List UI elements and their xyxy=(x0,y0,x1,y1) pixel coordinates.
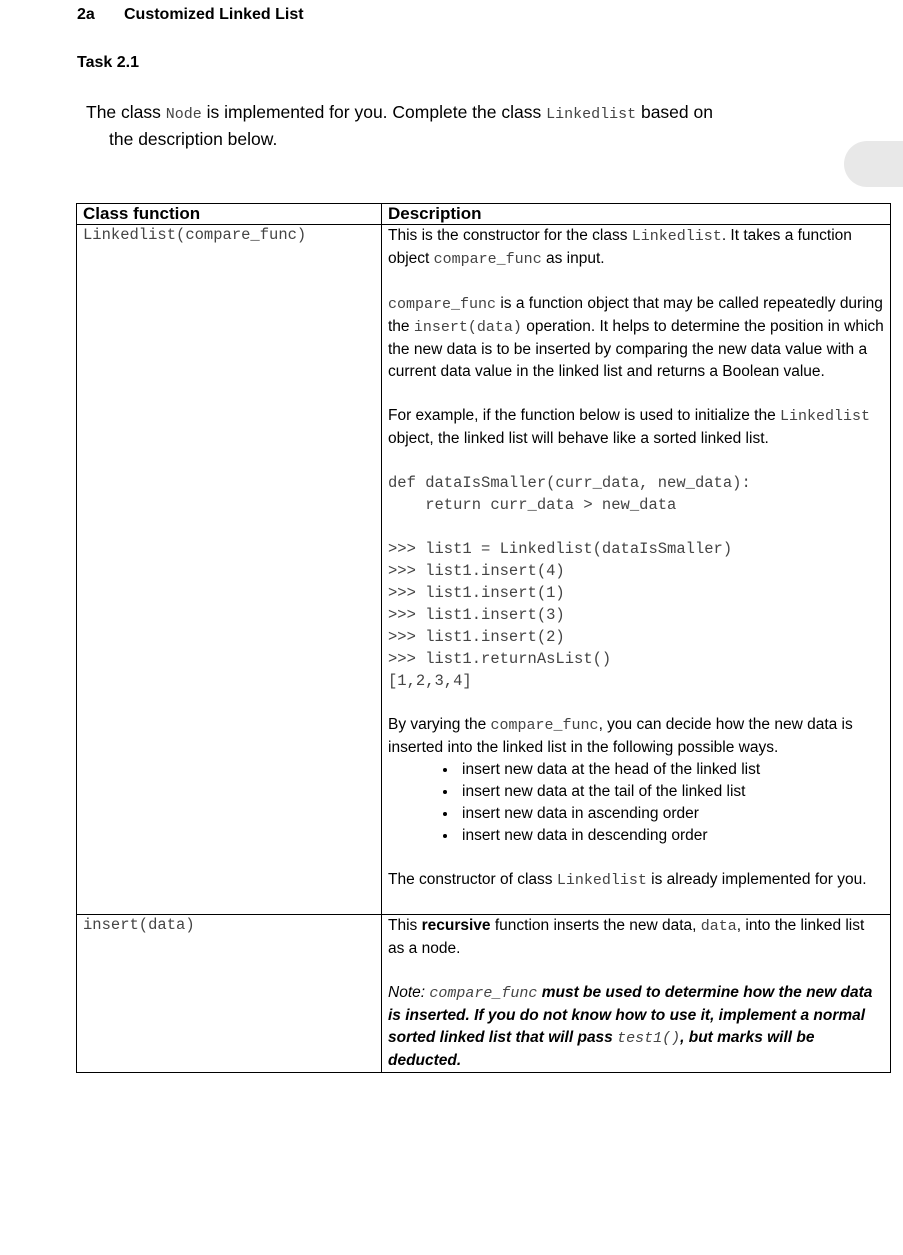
desc-paragraph xyxy=(388,869,884,892)
desc-paragraph xyxy=(388,714,884,759)
list-item: • insert new data in descending order xyxy=(458,825,884,847)
list-item: • insert new data in ascending order xyxy=(458,803,884,825)
section-heading xyxy=(77,6,304,24)
note-text: must be used to determine how the new data is inserted. If you do not know how to use it, implement a normal sorted linked list that will pass xyxy=(388,984,873,1046)
inline-code: compare_func xyxy=(433,251,542,268)
desc-paragraph xyxy=(388,405,884,450)
intro-text: is implemented for you. Complete the class xyxy=(201,102,547,122)
inline-code: insert(data) xyxy=(413,319,522,336)
desc-text: operation. It helps to determine the position in which the new data is to be inserted by comparing the new data value with a current data value in the linked list and returns a Boolean value. xyxy=(388,318,884,380)
intro-paragraph xyxy=(86,100,896,152)
code-line: >>> list1.returnAsList() xyxy=(388,650,612,668)
desc-text: By varying the xyxy=(388,716,491,733)
note-text: , but marks will be deducted. xyxy=(388,1029,815,1069)
inline-code: Linkedlist xyxy=(780,408,871,425)
function-description xyxy=(382,915,891,1073)
desc-text: . It takes a function object xyxy=(388,227,852,267)
desc-text: , you can decide how the new data is inserted into the linked list in the following possible ways. xyxy=(388,716,853,756)
table-row xyxy=(77,915,891,1073)
table-header-row xyxy=(77,204,891,225)
inline-code: test1() xyxy=(617,1030,681,1047)
note-text: Note: xyxy=(388,984,430,1001)
function-description xyxy=(382,225,891,915)
code-node: Node xyxy=(165,106,202,123)
desc-paragraph xyxy=(388,293,884,383)
desc-bold: recursive xyxy=(421,917,491,934)
code-example-def xyxy=(388,472,884,516)
inline-code: compare_func xyxy=(388,296,497,313)
desc-paragraph xyxy=(388,225,884,271)
desc-text: is a function object that may be called repeatedly during the xyxy=(388,295,883,335)
table-row xyxy=(77,225,891,915)
desc-text: For example, if the function below is used to initialize the xyxy=(388,407,781,424)
desc-text: object, the linked list will behave like a sorted linked list. xyxy=(388,430,769,447)
intro-text: the description below. xyxy=(109,129,278,149)
code-line: [1,2,3,4] xyxy=(388,672,472,690)
code-line: >>> list1.insert(4) xyxy=(388,562,565,580)
code-line: def dataIsSmaller(curr_data, new_data): xyxy=(388,474,751,492)
header-class-function: Class function xyxy=(77,204,382,225)
desc-text: as input. xyxy=(541,250,605,267)
desc-text: , into the linked list as a node. xyxy=(388,917,865,957)
code-line: >>> list1 = Linkedlist(dataIsSmaller) xyxy=(388,540,733,558)
code-example-repl xyxy=(388,538,884,692)
intro-text: based on xyxy=(636,102,713,122)
header-description: Description xyxy=(382,204,891,225)
task-heading: Task 2.1 xyxy=(77,54,139,71)
desc-text: This is the constructor for the class xyxy=(388,227,632,244)
code-line: >>> list1.insert(1) xyxy=(388,584,565,602)
code-linkedlist: Linkedlist xyxy=(546,106,637,123)
desc-paragraph xyxy=(388,915,884,960)
function-table xyxy=(76,203,891,1073)
desc-text: is already implemented for you. xyxy=(646,871,867,888)
inline-code: data xyxy=(700,918,737,935)
code-line: >>> list1.insert(3) xyxy=(388,606,565,624)
desc-text: function inserts the new data, xyxy=(490,917,701,934)
insert-options-list xyxy=(388,759,884,847)
list-item: • insert new data at the head of the linked list xyxy=(458,759,884,781)
section-number: 2a xyxy=(77,6,95,23)
inline-code: Linkedlist xyxy=(556,872,647,889)
function-name: Linkedlist(compare_func) xyxy=(77,225,382,915)
inline-code: Linkedlist xyxy=(631,228,722,245)
intro-text: The class xyxy=(86,102,166,122)
function-name: insert(data) xyxy=(77,915,382,1073)
desc-text: This xyxy=(388,917,422,934)
inline-code: compare_func xyxy=(490,717,599,734)
section-title: Customized Linked List xyxy=(124,6,304,23)
note-paragraph xyxy=(388,982,884,1072)
desc-text: The constructor of class xyxy=(388,871,557,888)
code-line: return curr_data > new_data xyxy=(388,496,677,514)
inline-code: compare_func xyxy=(429,985,538,1002)
code-line: >>> list1.insert(2) xyxy=(388,628,565,646)
side-tab[interactable] xyxy=(844,141,903,187)
list-item: • insert new data at the tail of the linked list xyxy=(458,781,884,803)
